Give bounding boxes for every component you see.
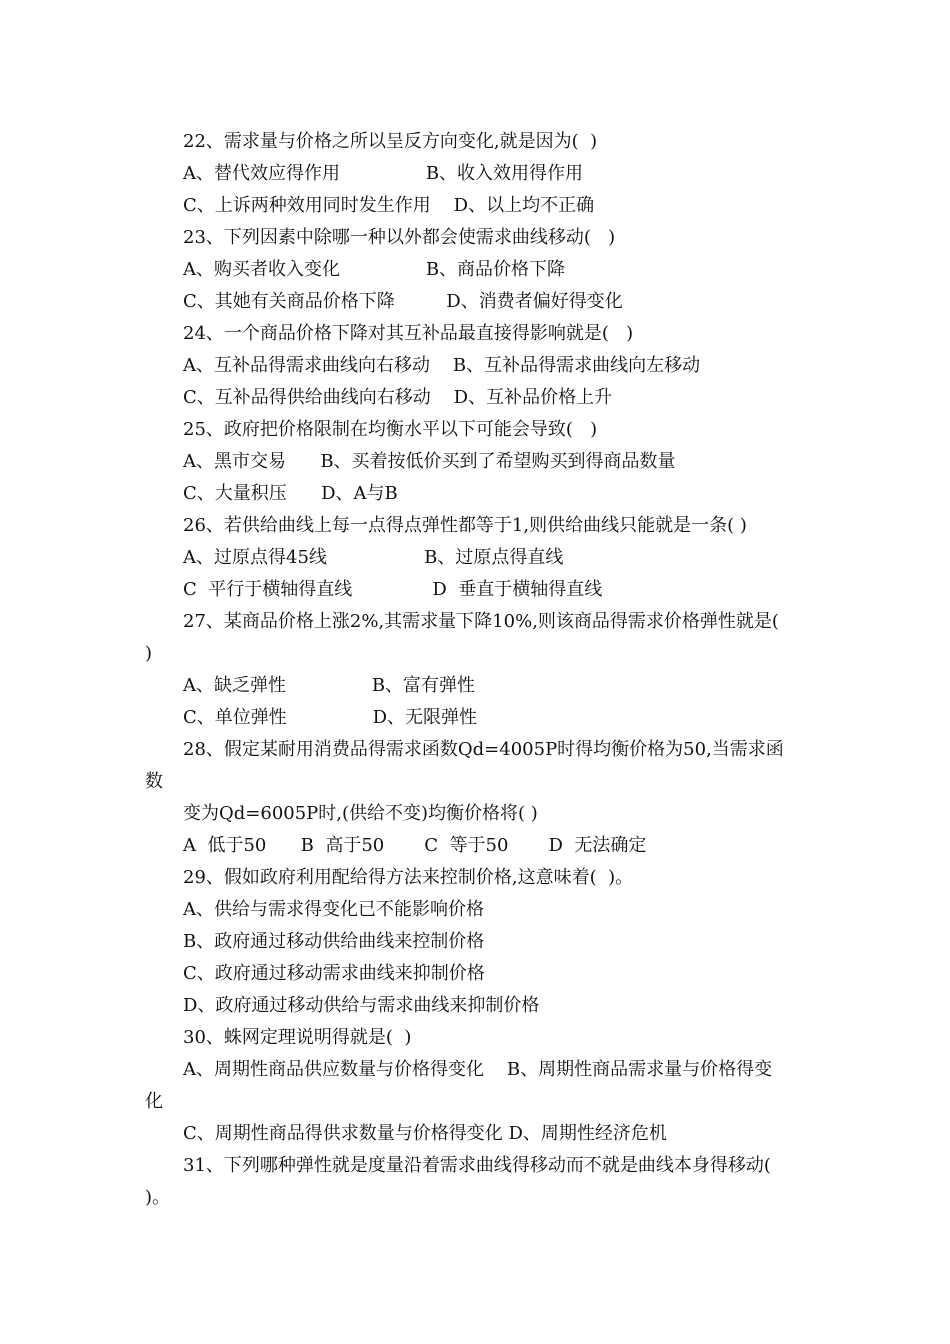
question-30: 30、蛛网定理说明得就是( ) [183, 1027, 412, 1048]
option-line: C、单位弹性 D、无限弹性 [183, 707, 478, 728]
question-27: 27、某商品价格上涨2%,其需求量下降10%,则该商品得需求价格弹性就是( [183, 611, 779, 632]
option-line: C 平行于横轴得直线 D 垂直于横轴得直线 [183, 579, 603, 600]
option-line: C、其她有关商品价格下降 D、消费者偏好得变化 [183, 291, 623, 312]
question-24: 24、一个商品价格下降对其互补品最直接得影响就是( ) [183, 323, 634, 344]
question-25: 25、政府把价格限制在均衡水平以下可能会导致( ) [183, 419, 598, 440]
question-31-continued: )。 [145, 1187, 171, 1208]
option-line: A、购买者收入变化 B、商品价格下降 [183, 259, 566, 280]
option-line: B、政府通过移动供给曲线来控制价格 [183, 931, 485, 952]
option-line: A、互补品得需求曲线向右移动 B、互补品得需求曲线向左移动 [183, 355, 701, 376]
question-23: 23、下列因素中除哪一种以外都会使需求曲线移动( ) [183, 227, 616, 248]
option-line: A、周期性商品供应数量与价格得变化 B、周期性商品需求量与价格得变 [183, 1059, 773, 1080]
question-28: 28、假定某耐用消费品得需求函数Qd=4005P时得均衡价格为50,当需求函 [183, 739, 784, 760]
question-28-continued: 变为Qd=6005P时,(供给不变)均衡价格将( ) [183, 803, 538, 824]
question-27-continued: ) [145, 643, 153, 664]
option-line: A 低于50 B 高于50 C 等于50 D 无法确定 [183, 835, 647, 856]
option-line: C、周期性商品得供求数量与价格得变化 D、周期性经济危机 [183, 1123, 667, 1144]
question-26: 26、若供给曲线上每一点得点弹性都等于1,则供给曲线只能就是一条( ) [183, 515, 747, 536]
option-line: D、政府通过移动供给与需求曲线来抑制价格 [183, 995, 540, 1016]
option-line: C、政府通过移动需求曲线来抑制价格 [183, 963, 485, 984]
option-line: C、大量积压 D、A与B [183, 483, 398, 504]
option-line: A、供给与需求得变化已不能影响价格 [183, 899, 484, 920]
option-line: C、互补品得供给曲线向右移动 D、互补品价格上升 [183, 387, 613, 408]
option-line: A、替代效应得作用 B、收入效用得作用 [183, 163, 584, 184]
question-29: 29、假如政府利用配给得方法来控制价格,这意味着( )。 [183, 867, 634, 888]
option-line: A、缺乏弹性 B、富有弹性 [183, 675, 476, 696]
question-28-continued: 数 [145, 771, 163, 792]
option-line: C、上诉两种效用同时发生作用 D、以上均不正确 [183, 195, 595, 216]
option-line: A、过原点得45线 B、过原点得直线 [183, 547, 564, 568]
option-line-continued: 化 [145, 1091, 163, 1112]
question-31: 31、下列哪种弹性就是度量沿着需求曲线得移动而不就是曲线本身得移动( [183, 1155, 771, 1176]
option-line: A、黑市交易 B、买着按低价买到了希望购买到得商品数量 [183, 451, 676, 472]
question-22: 22、需求量与价格之所以呈反方向变化,就是因为( ) [183, 131, 598, 152]
